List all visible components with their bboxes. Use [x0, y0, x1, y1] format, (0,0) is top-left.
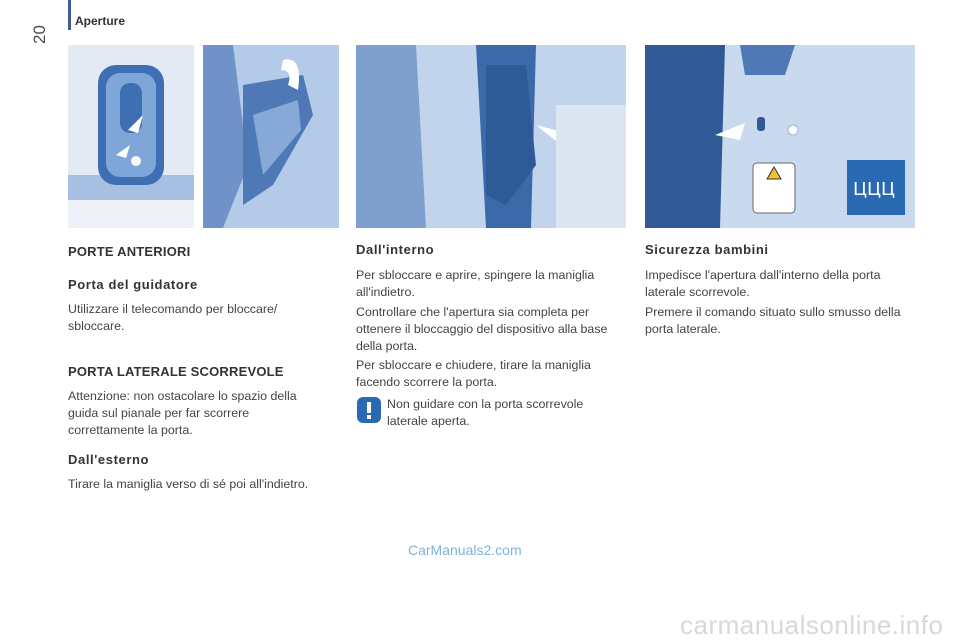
text-child-safety-2: Premere il comando situato sullo smusso della porta laterale.: [645, 305, 901, 336]
watermark-carmanualsonline: carmanualsonline.info: [680, 610, 944, 640]
text-inside-1: Per sbloccare e aprire, spingere la maniglia all'indietro.: [356, 268, 595, 299]
door-handle-illustration: [203, 45, 339, 228]
warning-icon: [357, 397, 381, 423]
text-inside-3: Per sbloccare e chiudere, tirare la maniglia facendo scorrere la porta.: [356, 358, 591, 389]
text-driver-door: Utilizzare il telecomando per bloccare/ sbloccare.: [68, 302, 278, 333]
section-accent-bar: [68, 0, 71, 30]
remote-key-illustration: [68, 45, 194, 228]
subheading-driver-door: Porta del guidatore: [68, 277, 198, 292]
text-child-safety-1: Impedisce l'apertura dall'interno della porta laterale scorrevole.: [645, 268, 881, 299]
heading-sliding-door: PORTA LATERALE SCORREVOLE: [68, 364, 284, 379]
heading-front-doors: PORTE ANTERIORI: [68, 244, 191, 259]
svg-text:ЦЦЦ: ЦЦЦ: [853, 179, 895, 200]
text-sliding-door: Attenzione: non ostacolare lo spazio della guida sul pianale per far scorrere correttamente la porta.: [68, 389, 297, 437]
child-safety-illustration: [645, 45, 915, 228]
section-title: Aperture: [75, 14, 126, 28]
watermark-carmanuals2: CarManuals2.com: [408, 542, 522, 558]
page-number: 20: [30, 25, 49, 44]
interior-handle-illustration: [356, 45, 626, 228]
subheading-inside: Dall'interno: [356, 242, 435, 257]
text-inside-2: Controllare che l'apertura sia completa per ottenere il bloccaggio del dispositivo alla base della porta.: [356, 305, 608, 353]
subheading-child-safety: Sicurezza bambini: [645, 242, 769, 257]
warning-text: Non guidare con la porta scorrevole laterale aperta.: [387, 397, 584, 428]
subheading-outside: Dall'esterno: [68, 452, 150, 467]
text-outside: Tirare la maniglia verso di sé poi all'indietro.: [68, 477, 309, 491]
